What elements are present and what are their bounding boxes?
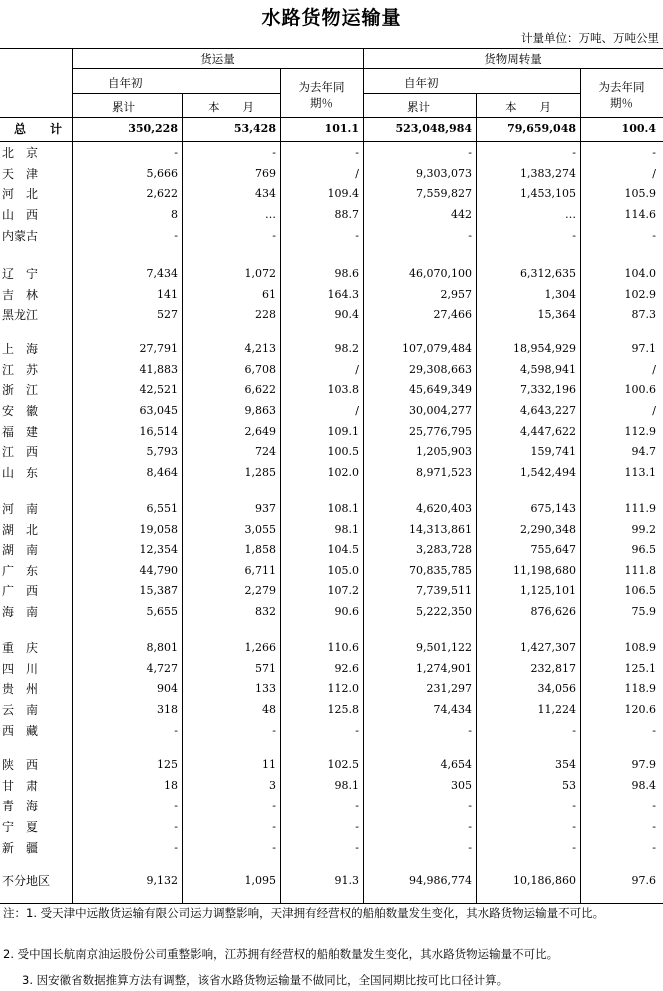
- turnover-cumulative-cell: 2,957: [440, 288, 472, 301]
- table-top-border: [0, 48, 663, 49]
- turnover-yoy-cell: 96.5: [631, 543, 656, 556]
- turnover-cumulative-cell: 442: [451, 208, 472, 221]
- turnover-yoy-cell: 97.9: [631, 758, 656, 771]
- cargo-cumulative-cell: 6,551: [146, 502, 178, 515]
- turnover-yoy-cell: 105.9: [624, 187, 656, 200]
- turnover-yoy-cell: -: [652, 799, 656, 812]
- cargo-month-cell: 1,072: [244, 267, 276, 280]
- cargo-yoy-cell: 98.1: [334, 779, 359, 792]
- header-cargo-ytd: 自年初: [108, 76, 143, 90]
- turnover-month-cell: 6,312,635: [520, 267, 576, 280]
- cargo-month-cell: 6,708: [244, 363, 276, 376]
- cargo-cumulative-cell: 2,622: [146, 187, 178, 200]
- cargo-cumulative-cell: 7,434: [146, 267, 178, 280]
- turnover-month-cell: 876,626: [530, 605, 576, 618]
- turnover-cumulative-cell: 25,776,795: [409, 425, 472, 438]
- turnover-yoy-cell: 111.8: [624, 564, 656, 577]
- cargo-yoy-cell: 109.1: [327, 425, 359, 438]
- turnover-month-cell: 1,453,105: [520, 187, 576, 200]
- cargo-yoy-cell: -: [355, 146, 359, 159]
- cargo-yoy-cell: 110.6: [327, 641, 359, 654]
- region-label: 山 东: [2, 466, 39, 480]
- turnover-yoy-cell: /: [652, 404, 656, 417]
- header-turnover-ytd: 自年初: [404, 76, 439, 90]
- cargo-cumulative-cell: 5,666: [146, 167, 178, 180]
- turnover-cumulative-cell: 1,274,901: [416, 662, 472, 675]
- total-cargo-month: 53,428: [233, 122, 276, 135]
- cargo-yoy-cell: 109.4: [327, 187, 359, 200]
- turnover-yoy-cell: 102.9: [624, 288, 656, 301]
- turnover-yoy-cell: 87.3: [631, 308, 656, 321]
- turnover-cumulative-cell: 5,222,350: [416, 605, 472, 618]
- turnover-cumulative-cell: 4,654: [440, 758, 472, 771]
- turnover-yoy-cell: 99.2: [631, 523, 656, 536]
- cargo-cumulative-cell: 8,464: [146, 466, 178, 479]
- cargo-month-cell: -: [272, 820, 276, 833]
- region-label: 海 南: [2, 605, 39, 619]
- cargo-cumulative-cell: -: [174, 724, 178, 737]
- turnover-yoy-cell: /: [652, 363, 656, 376]
- turnover-cumulative-cell: 9,303,073: [416, 167, 472, 180]
- cargo-cumulative-cell: -: [174, 799, 178, 812]
- region-label: 云 南: [2, 703, 39, 717]
- cargo-cumulative-cell: 9,132: [146, 874, 178, 887]
- region-label: 福 建: [2, 425, 39, 439]
- cargo-month-cell: 832: [255, 605, 276, 618]
- header-cargo-cumulative: 累计: [112, 100, 135, 114]
- cargo-yoy-cell: -: [355, 841, 359, 854]
- cargo-month-cell: 3: [269, 779, 276, 792]
- header-cargo: 货运量: [200, 52, 235, 66]
- region-label: 湖 北: [2, 523, 39, 537]
- cargo-yoy-cell: -: [355, 724, 359, 737]
- cargo-month-cell: -: [272, 146, 276, 159]
- region-label: 重 庆: [2, 641, 39, 655]
- cargo-month-cell: 11: [262, 758, 276, 771]
- cargo-month-cell: 937: [255, 502, 276, 515]
- region-label: 湖 南: [2, 543, 39, 557]
- header-turnover-month: 本 月: [505, 100, 551, 114]
- cargo-cumulative-cell: -: [174, 229, 178, 242]
- region-label: 甘 肃: [2, 779, 39, 793]
- cargo-month-cell: 1,858: [244, 543, 276, 556]
- header-cargo-yoy-line1: 为去年同: [298, 80, 345, 94]
- turnover-yoy-cell: 75.9: [631, 605, 656, 618]
- region-label: 山 西: [2, 208, 39, 222]
- turnover-month-cell: 4,643,227: [520, 404, 576, 417]
- cargo-yoy-cell: 102.0: [327, 466, 359, 479]
- cargo-yoy-cell: -: [355, 820, 359, 833]
- cargo-cumulative-cell: 527: [157, 308, 178, 321]
- region-label: 内蒙古: [2, 229, 39, 243]
- cargo-month-cell: 4,213: [244, 342, 276, 355]
- cargo-yoy-cell: 98.2: [334, 342, 359, 355]
- turnover-yoy-cell: -: [652, 841, 656, 854]
- turnover-cumulative-cell: -: [468, 724, 472, 737]
- turnover-cumulative-cell: -: [468, 229, 472, 242]
- cargo-yoy-cell: 91.3: [334, 874, 359, 887]
- turnover-month-cell: 1,383,274: [520, 167, 576, 180]
- turnover-cumulative-cell: 231,297: [426, 682, 472, 695]
- cargo-month-cell: -: [272, 799, 276, 812]
- turnover-month-cell: 1,125,101: [520, 584, 576, 597]
- cargo-yoy-cell: /: [355, 167, 359, 180]
- cargo-yoy-cell: 90.6: [334, 605, 359, 618]
- turnover-yoy-cell: 97.6: [631, 874, 656, 887]
- turnover-month-cell: 53: [562, 779, 576, 792]
- turnover-cumulative-cell: 46,070,100: [409, 267, 472, 280]
- turnover-cumulative-cell: 1,205,903: [416, 445, 472, 458]
- header-turnover-yoy-line2: 期％: [610, 96, 633, 110]
- region-label: 四 川: [2, 662, 39, 676]
- cargo-month-cell: 2,279: [244, 584, 276, 597]
- turnover-month-cell: -: [572, 146, 576, 159]
- cargo-yoy-cell: 104.5: [327, 543, 359, 556]
- total-label: 总 计: [14, 122, 63, 136]
- note-1: 注：1. 受天津中远散货运输有限公司运力调整影响，天津拥有经营权的船舶数量发生变化，其水路货物运输量不可比。: [3, 906, 605, 920]
- note-2: 2. 受中国长航南京油运股份公司重整影响，江苏拥有经营权的船舶数量发生变化，其水路货物运输量不可比。: [3, 947, 559, 961]
- turnover-cumulative-cell: -: [468, 820, 472, 833]
- cargo-cumulative-cell: 8,801: [146, 641, 178, 654]
- cargo-cumulative-cell: 16,514: [139, 425, 178, 438]
- cargo-month-cell: 769: [255, 167, 276, 180]
- turnover-month-cell: 11,198,680: [513, 564, 576, 577]
- cargo-cumulative-cell: 4,727: [146, 662, 178, 675]
- cargo-cumulative-cell: 12,354: [139, 543, 178, 556]
- turnover-month-cell: 354: [555, 758, 576, 771]
- turnover-yoy-cell: 112.9: [624, 425, 656, 438]
- cargo-yoy-cell: 164.3: [327, 288, 359, 301]
- turnover-month-cell: 18,954,929: [513, 342, 576, 355]
- turnover-month-cell: 34,056: [537, 682, 576, 695]
- region-label: 贵 州: [2, 682, 39, 696]
- region-label: 天 津: [2, 167, 39, 181]
- region-label: 江 苏: [2, 363, 39, 377]
- turnover-month-cell: -: [572, 841, 576, 854]
- cargo-month-cell: 724: [255, 445, 276, 458]
- total-cargo-cumulative: 350,228: [128, 122, 178, 135]
- cargo-cumulative-cell: 27,791: [139, 342, 178, 355]
- turnover-month-cell: 4,598,941: [520, 363, 576, 376]
- cargo-yoy-cell: 125.8: [327, 703, 359, 716]
- turnover-cumulative-cell: 27,466: [433, 308, 472, 321]
- cargo-cumulative-cell: -: [174, 820, 178, 833]
- turnover-cumulative-cell: 14,313,861: [409, 523, 472, 536]
- turnover-yoy-cell: 111.9: [624, 502, 656, 515]
- header-turnover-yoy-line1: 为去年同: [598, 80, 645, 94]
- turnover-month-cell: 2,290,348: [520, 523, 576, 536]
- note-3: 3. 因安徽省数据推算方法有调整，该省水路货物运输量不做同比，全国同期比按可比口径计算。: [22, 973, 509, 987]
- turnover-month-cell: 10,186,860: [513, 874, 576, 887]
- header-bottom-border: [0, 117, 663, 118]
- cargo-yoy-cell: /: [355, 404, 359, 417]
- turnover-yoy-cell: 113.1: [624, 466, 656, 479]
- cargo-cumulative-cell: -: [174, 146, 178, 159]
- turnover-cumulative-cell: 8,971,523: [416, 466, 472, 479]
- cargo-yoy-cell: -: [355, 799, 359, 812]
- turnover-yoy-cell: 94.7: [631, 445, 656, 458]
- turnover-cumulative-cell: 107,079,484: [402, 342, 472, 355]
- cargo-cumulative-cell: 44,790: [139, 564, 178, 577]
- cargo-month-cell: -: [272, 841, 276, 854]
- region-label: 陕 西: [2, 758, 39, 772]
- cargo-yoy-cell: 103.8: [327, 383, 359, 396]
- cargo-yoy-cell: 98.1: [334, 523, 359, 536]
- page-title: 水路货物运输量: [261, 7, 402, 29]
- turnover-yoy-cell: -: [652, 820, 656, 833]
- turnover-yoy-cell: /: [652, 167, 656, 180]
- cargo-yoy-cell: 112.0: [327, 682, 359, 695]
- turnover-yoy-cell: 100.6: [624, 383, 656, 396]
- region-label: 吉 林: [2, 288, 39, 302]
- total-turnover-cumulative: 523,048,984: [395, 122, 472, 135]
- region-label: 西 藏: [2, 724, 39, 738]
- cargo-cumulative-cell: 904: [157, 682, 178, 695]
- region-label: 宁 夏: [2, 820, 39, 834]
- turnover-cumulative-cell: 4,620,403: [416, 502, 472, 515]
- turnover-month-cell: -: [572, 724, 576, 737]
- turnover-cumulative-cell: 30,004,277: [409, 404, 472, 417]
- cargo-cumulative-cell: 18: [164, 779, 178, 792]
- turnover-month-cell: 755,647: [530, 543, 576, 556]
- turnover-cumulative-cell: 7,739,511: [416, 584, 472, 597]
- cargo-yoy-cell: 108.1: [327, 502, 359, 515]
- header-rule-1: [72, 68, 663, 69]
- turnover-month-cell: 11,224: [537, 703, 576, 716]
- turnover-cumulative-cell: 305: [451, 779, 472, 792]
- cargo-yoy-cell: 105.0: [327, 564, 359, 577]
- header-turnover: 货物周转量: [484, 52, 542, 66]
- turnover-cumulative-cell: 94,986,774: [409, 874, 472, 887]
- cargo-month-cell: 2,649: [244, 425, 276, 438]
- turnover-month-cell: -: [572, 820, 576, 833]
- cargo-cumulative-cell: 318: [157, 703, 178, 716]
- turnover-yoy-cell: 125.1: [624, 662, 656, 675]
- cargo-month-cell: 1,285: [244, 466, 276, 479]
- turnover-month-cell: 4,447,622: [520, 425, 576, 438]
- turnover-cumulative-cell: -: [468, 146, 472, 159]
- cargo-cumulative-cell: 19,058: [139, 523, 178, 536]
- cargo-cumulative-cell: 5,793: [146, 445, 178, 458]
- region-label: 河 南: [2, 502, 39, 516]
- region-label: 北 京: [2, 146, 39, 160]
- cargo-month-cell: -: [272, 724, 276, 737]
- turnover-cumulative-cell: 45,649,349: [409, 383, 472, 396]
- cargo-cumulative-cell: -: [174, 841, 178, 854]
- cargo-month-cell: 48: [262, 703, 276, 716]
- unit-label: 计量单位：万吨、万吨公里: [521, 31, 659, 45]
- turnover-cumulative-cell: 29,308,663: [409, 363, 472, 376]
- turnover-cumulative-cell: 74,434: [433, 703, 472, 716]
- region-label: 江 西: [2, 445, 39, 459]
- region-label: 新 疆: [2, 841, 39, 855]
- cargo-cumulative-cell: 42,521: [139, 383, 178, 396]
- turnover-month-cell: -: [572, 799, 576, 812]
- turnover-yoy-cell: -: [652, 146, 656, 159]
- cargo-month-cell: 6,711: [244, 564, 276, 577]
- region-label: 浙 江: [2, 383, 39, 397]
- region-label: 黑龙江: [2, 308, 39, 322]
- cargo-month-cell: 6,622: [244, 383, 276, 396]
- header-cargo-month: 本 月: [208, 100, 254, 114]
- cargo-month-cell: 3,055: [244, 523, 276, 536]
- turnover-cumulative-cell: 3,283,728: [416, 543, 472, 556]
- cargo-month-cell: 571: [255, 662, 276, 675]
- turnover-yoy-cell: 98.4: [631, 779, 656, 792]
- turnover-month-cell: 7,332,196: [520, 383, 576, 396]
- cargo-month-cell: 228: [255, 308, 276, 321]
- total-cargo-yoy: 101.1: [324, 122, 359, 135]
- cargo-yoy-cell: 107.2: [327, 584, 359, 597]
- region-label: 广 东: [2, 564, 39, 578]
- cargo-cumulative-cell: 141: [157, 288, 178, 301]
- turnover-yoy-cell: 97.1: [631, 342, 656, 355]
- cargo-cumulative-cell: 41,883: [139, 363, 178, 376]
- turnover-cumulative-cell: 7,559,827: [416, 187, 472, 200]
- cargo-yoy-cell: 98.6: [334, 267, 359, 280]
- region-label: 广 西: [2, 584, 39, 598]
- cargo-month-cell: 61: [262, 288, 276, 301]
- region-label: 安 徽: [2, 404, 39, 418]
- cargo-month-cell: 434: [255, 187, 276, 200]
- turnover-yoy-cell: 120.6: [624, 703, 656, 716]
- cargo-month-cell: 133: [255, 682, 276, 695]
- turnover-month-cell: 232,817: [530, 662, 576, 675]
- cargo-cumulative-cell: 15,387: [139, 584, 178, 597]
- cargo-yoy-cell: 100.5: [327, 445, 359, 458]
- turnover-month-cell: …: [565, 208, 576, 221]
- turnover-yoy-cell: 106.5: [624, 584, 656, 597]
- turnover-yoy-cell: 114.6: [624, 208, 656, 221]
- cargo-month-cell: 1,266: [244, 641, 276, 654]
- turnover-month-cell: 675,143: [530, 502, 576, 515]
- table-bottom-border: [0, 903, 663, 904]
- turnover-cumulative-cell: -: [468, 841, 472, 854]
- total-turnover-month: 79,659,048: [507, 122, 576, 135]
- cargo-yoy-cell: -: [355, 229, 359, 242]
- header-rule-turnover: [363, 93, 580, 94]
- cargo-cumulative-cell: 8: [171, 208, 178, 221]
- header-rule-cargo: [72, 93, 280, 94]
- cargo-yoy-cell: 88.7: [334, 208, 359, 221]
- turnover-cumulative-cell: -: [468, 799, 472, 812]
- turnover-month-cell: 1,304: [544, 288, 576, 301]
- cargo-cumulative-cell: 125: [157, 758, 178, 771]
- turnover-month-cell: 1,427,307: [520, 641, 576, 654]
- cargo-cumulative-cell: 5,655: [146, 605, 178, 618]
- turnover-yoy-cell: -: [652, 229, 656, 242]
- header-cargo-yoy-line2: 期％: [310, 96, 333, 110]
- region-label: 辽 宁: [2, 267, 39, 281]
- turnover-yoy-cell: 118.9: [624, 682, 656, 695]
- cargo-yoy-cell: 90.4: [334, 308, 359, 321]
- turnover-month-cell: 15,364: [537, 308, 576, 321]
- cargo-cumulative-cell: 63,045: [139, 404, 178, 417]
- turnover-yoy-cell: -: [652, 724, 656, 737]
- cargo-month-cell: -: [272, 229, 276, 242]
- total-bottom-border: [0, 141, 663, 142]
- region-label: 不分地区: [2, 874, 51, 888]
- cargo-yoy-cell: /: [355, 363, 359, 376]
- cargo-month-cell: 9,863: [244, 404, 276, 417]
- region-label: 上 海: [2, 342, 39, 356]
- region-label: 河 北: [2, 187, 39, 201]
- cargo-yoy-cell: 102.5: [327, 758, 359, 771]
- turnover-cumulative-cell: 70,835,785: [409, 564, 472, 577]
- region-label: 青 海: [2, 799, 39, 813]
- turnover-month-cell: 159,741: [530, 445, 576, 458]
- turnover-yoy-cell: 104.0: [624, 267, 656, 280]
- turnover-yoy-cell: 108.9: [624, 641, 656, 654]
- turnover-month-cell: -: [572, 229, 576, 242]
- cargo-yoy-cell: 92.6: [334, 662, 359, 675]
- turnover-cumulative-cell: 9,501,122: [416, 641, 472, 654]
- cargo-month-cell: …: [265, 208, 276, 221]
- header-turnover-cumulative: 累计: [407, 100, 430, 114]
- cargo-month-cell: 1,095: [244, 874, 276, 887]
- total-turnover-yoy: 100.4: [621, 122, 656, 135]
- turnover-month-cell: 1,542,494: [520, 466, 576, 479]
